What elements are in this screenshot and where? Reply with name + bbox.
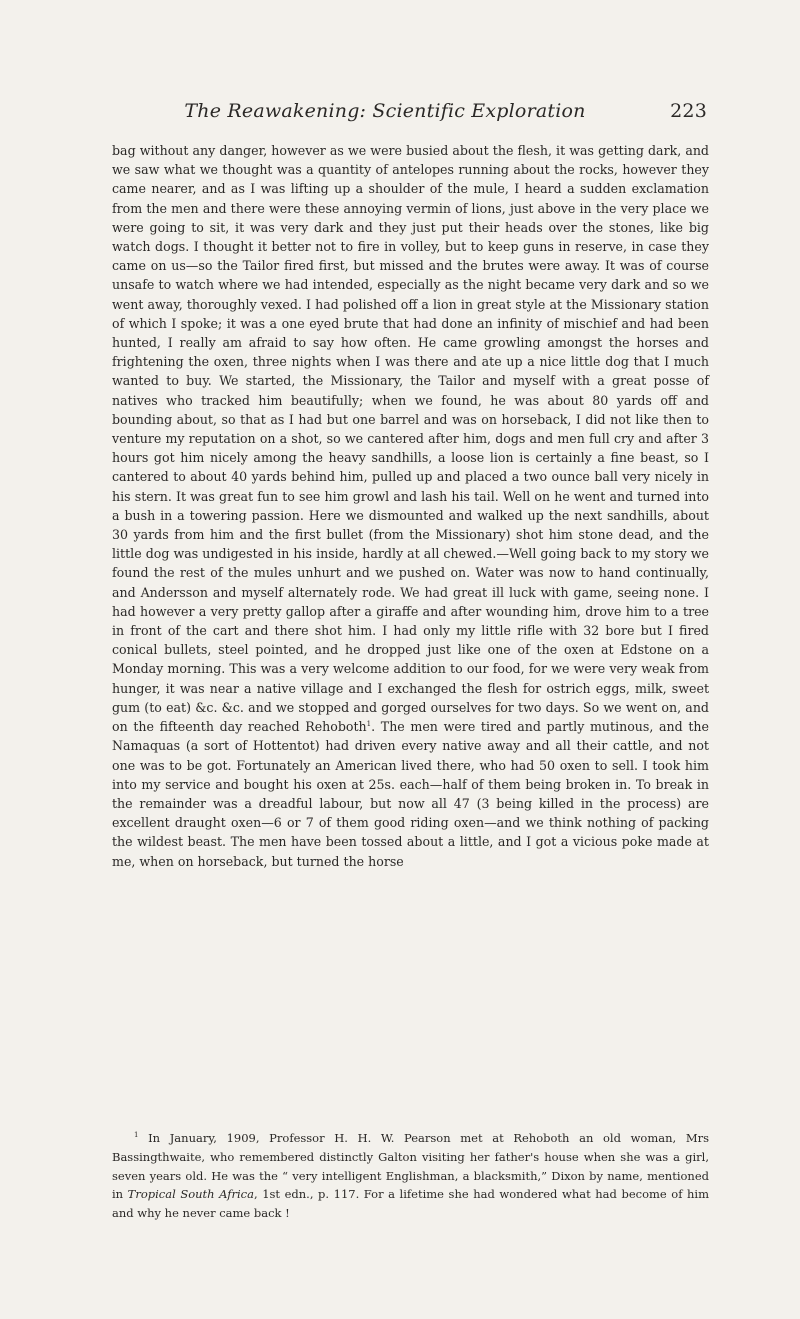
body-paragraph [112, 141, 709, 871]
body-text-part-2: . The men were tired and partly mutinous, and the Namaquas (a sort of Hottentot) had driven every native away and all their cattle, and not one was to be got. Fortunately an American lived there, who had 50 oxen to sell. I took him into my service and bought his oxen at 25s. each—half of them being broken in. To break in the remainder was a dreadful labour, but now all 47 (3 being killed in the process) are excellent draught oxen—6 or 7 of them good riding oxen—and we think nothing of packing the wildest beast. The men have been tossed about a little, and I got a vicious poke made at me, when on horseback, but turned the horse [112, 719, 709, 869]
footnote [112, 1129, 709, 1223]
footnote-text-a: In January, 1909, Professor H. H. W. Pearson met at Rehoboth an old woman, Mrs Bassingthwaite, who remembered distinctly Galton visiting her father's house when she was a girl, seven years old. He was the “ very intelligent Englishman, a blacksmith,” Dixon by name, mentioned in [112, 1131, 709, 1202]
running-title: The Reawakening: Scientific Exploration [184, 100, 586, 122]
page-number: 223 [670, 100, 707, 122]
footnote-book-title: Tropical South Africa [127, 1187, 254, 1202]
body-text-part-1: bag without any danger, however as we were busied about the flesh, it was getting dark, and we saw what we thought was a quantity of antelopes running about the rocks, however they came nearer, and as I was lifting up a shoulder of the mule, I heard a sudden exclamation from the men and there were these annoying vermin of lions, just above in the very place we were going to sit, it was very dark and they just put their heads over the stones, like big watch dogs. I thought it better not to fire in volley, but to keep guns in reserve, in case they came on us—so the Tailor fired first, but missed and the brutes were away. It was of course unsafe to watch where we had intended, especially as the night became very dark and so we went away, thoroughly vexed. I had polished off a lion in great style at the Missionary station of which I spoke; it was a one eyed brute that had done an infinity of mischief and had been hunted, I really am afraid to say how often. He came growling amongst the horses and frightening the oxen, three nights when I was there and ate up a nice little dog that I much wanted to buy. We started, the Missionary, the Tailor and myself with a great posse of natives who tracked him beautifully; when we found, he was about 80 yards off and bounding about, so that as I had but one barrel and was on horseback, I did not like then to venture my reputation on a shot, so we cantered after him, dogs and men full cry and after 3 hours got him nicely among the heavy sandhills, a loose lion is certainly a fine beast, so I cantered to about 40 yards behind him, pulled up and placed a two ounce ball very nicely in his stern. It was great fun to see him growl and lash his tail. Well on he went and turned into a bush in a towering passion. Here we dismounted and walked up the next sandhills, about 30 yards from him and the first bullet (from the Missionary) shot him stone dead, and the little dog was undigested in his inside, hardly at all chewed.—Well going back to my story we found the rest of the mules unhurt and we pushed on. Water was now to hand continually, and Andersson and myself alternately rode. We had great ill luck with game, seeing none. I had however a very pretty gallop after a giraffe and after wounding him, drove him to a tree in front of the cart and there shot him. I had only my little rifle with 32 bore but I fired conical bullets, steel pointed, and he dropped just like one of the oxen at Edstone on a Monday morning. This was a very welcome addition to our food, for we were very weak from hunger, it was near a native village and I exchanged the flesh for ostrich eggs, milk, sweet gum (to eat) &c. &c. and we stopped and gorged ourselves for two days. So we went on, and on the fifteenth day reached Rehoboth [112, 143, 709, 735]
footnote-mark: 1 [134, 1131, 139, 1140]
footnote-reference[interactable]: 1 [366, 719, 372, 728]
running-head [113, 100, 707, 128]
footnote-text-b: , 1st edn., p. 117. For a lifetime she had wondered what had become of him and why he never came back ! [112, 1187, 709, 1221]
